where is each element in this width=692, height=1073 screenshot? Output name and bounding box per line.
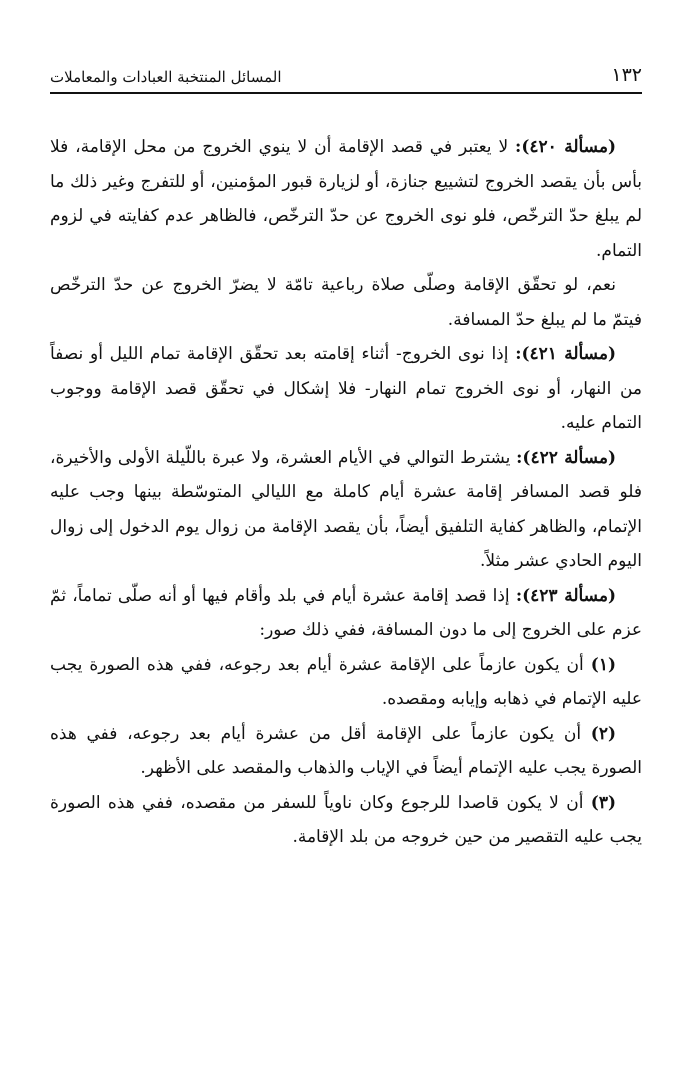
masala-label: (مسألة ٤٢٢): bbox=[516, 447, 616, 468]
paragraph-case-3 bbox=[50, 786, 642, 855]
paragraph-naam bbox=[50, 268, 642, 337]
paragraph-text: إذا نوى الخروج- أثناء إقامته بعد تحقّق الإقامة تمام الليل أو نصفاً من النهار، أو نوى الخروج تمام النهار- فلا إشكال في تحقّق قصد الإقامة ووجوب التمام عليه. bbox=[50, 344, 642, 433]
paragraph-masala-421 bbox=[50, 337, 642, 441]
case-label: (٣) bbox=[590, 792, 616, 813]
paragraph-text: أن يكون عازماً على الإقامة أقل من عشرة أيام بعد رجوعه، ففي هذه الصورة يجب عليه الإتمام أيضاً في الإياب والذهاب والمقصد على الأظهر. bbox=[50, 723, 642, 778]
masala-label: (مسألة ٤٢٣): bbox=[515, 585, 616, 606]
case-label: (١) bbox=[590, 654, 616, 675]
paragraph-case-1 bbox=[50, 648, 642, 717]
paragraph-text: نعم، لو تحقّق الإقامة وصلّى صلاة رباعية تامّة لا يضرّ الخروج عن حدّ الترخّص فيتمّ ما لم يبلغ حدّ المسافة. bbox=[50, 275, 642, 330]
paragraph-case-2 bbox=[50, 717, 642, 786]
page-header bbox=[50, 60, 642, 94]
paragraph-masala-420 bbox=[50, 130, 642, 268]
case-label: (٢) bbox=[590, 723, 616, 744]
paragraph-text: يشترط التوالي في الأيام العشرة، ولا عبرة باللّيلة الأولى والأخيرة، فلو قصد المسافر إقامة عشرة أيام كاملة مع الليالي المتوسّطة بينها وجب عليه الإتمام، والظاهر كفاية التلفيق أيضاً، بأن يقصد الإقامة من زوال يوم الدخول إلى زوال اليوم الحادي عشر مثلاً. bbox=[50, 447, 642, 571]
page-body bbox=[50, 130, 642, 855]
paragraph-masala-423 bbox=[50, 579, 642, 648]
paragraph-text: أن يكون عازماً على الإقامة عشرة أيام بعد رجوعه، ففي هذه الصورة يجب عليه الإتمام في ذهابه وإيابه ومقصده. bbox=[50, 654, 642, 709]
masala-label: (مسألة ٤٢١): bbox=[515, 344, 616, 364]
paragraph-masala-422 bbox=[50, 441, 642, 579]
paragraph-text: إذا قصد إقامة عشرة أيام في بلد وأقام فيها أو أنه صلّى تماماً، ثمّ عزم على الخروج إلى ما دون المسافة، ففي ذلك صور: bbox=[50, 585, 642, 640]
running-title: المسائل المنتخبة العبادات والمعاملات bbox=[50, 68, 282, 86]
paragraph-text: أن لا يكون قاصدا للرجوع وكان ناوياً للسفر من مقصده، ففي هذه الصورة يجب عليه التقصير من حين خروجه من بلد الإقامة. bbox=[50, 792, 642, 847]
paragraph-text: لا يعتبر في قصد الإقامة أن لا ينوي الخروج من محل الإقامة، فلا بأس بأن يقصد الخروج لتشييع جنازة، أو لزيارة قبور المؤمنين، أو للتفرج وغير ذلك ما لم يبلغ حدّ الترخّص، فلو نوى الخروج عن حدّ الترخّص، فالظاهر عدم كفايته في لزوم التمام. bbox=[50, 137, 642, 261]
masala-label: (مسألة ٤٢٠): bbox=[515, 137, 616, 157]
page-number: ١٣٢ bbox=[611, 64, 642, 86]
